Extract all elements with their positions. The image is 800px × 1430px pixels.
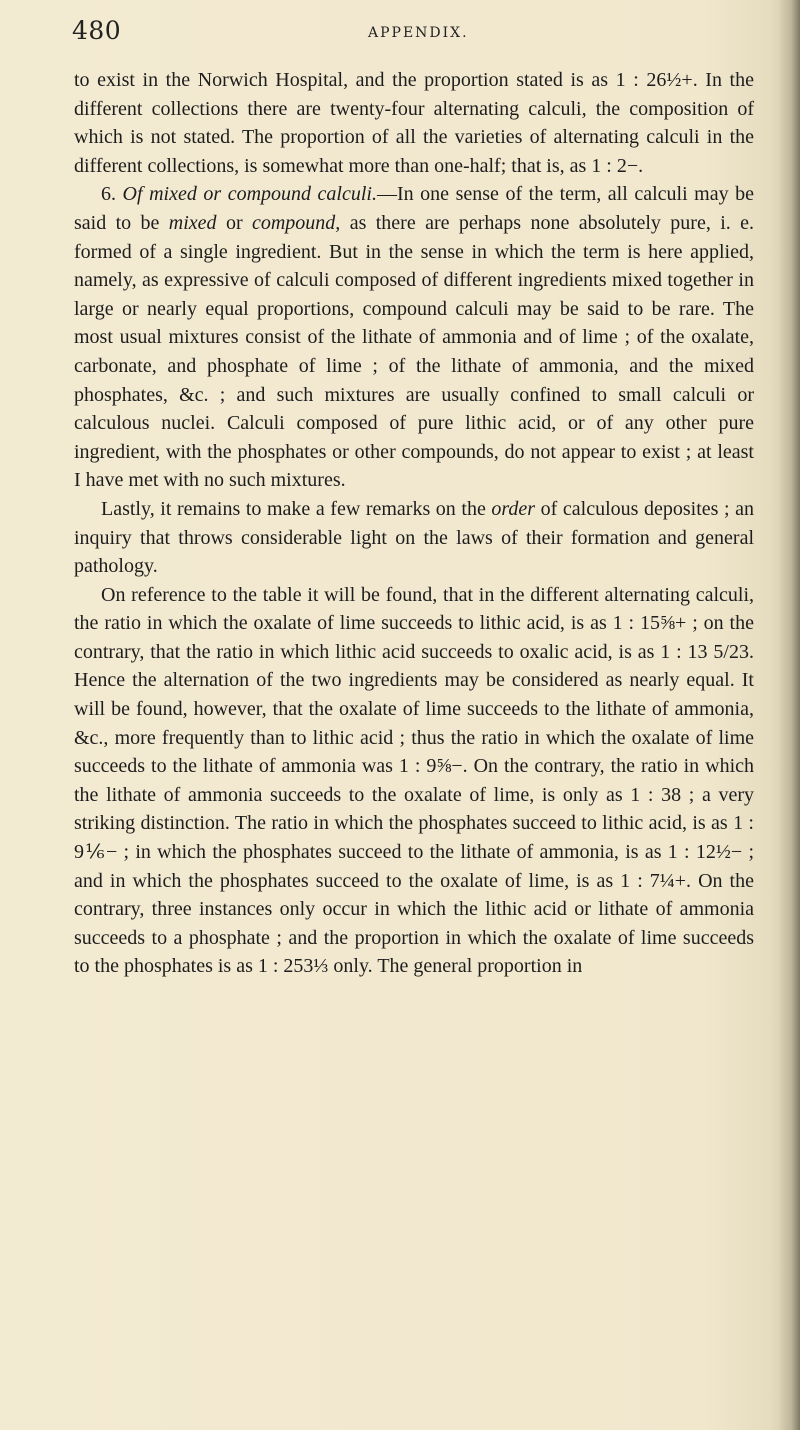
section-number: 6. [101,183,123,206]
page-edge-shadow [778,0,800,1430]
italic-term: mixed [168,211,217,234]
text-segment: or [216,211,252,234]
italic-term: order [491,497,536,520]
italic-term: compound, [251,211,341,234]
text-segment: —In one sense of the term, all calculi may be said to be [74,183,755,234]
paragraph-mixed-calculi [74,180,754,495]
body-text [74,66,754,981]
text-segment: On reference to the table it will be found, that in the different alternating calculi, the ratio in which the oxalate of lime succeeds to lithic acid, is as 1 : 15⅝+ ; on the contrary, that the ratio in which lithic acid succeeds to oxalic acid, is as 1 : 13 5/23. Hence the alternation of the two ingredients may be considered as nearly equal. It will be found, however, that the oxalate of lime succeeds to the lithate of ammonia, &c., more frequently than to lithic acid ; thus the ratio in which the oxalate of lime succeeds to the lithate of ammonia was 1 : 9⅝−. On the contrary, the ratio in which the lithate of ammonia succeeds to the oxalate of lime, is only as 1 : 38 ; a very striking distinction. The ratio in which the phosphates succeed to lithic acid, is as 1 : 9⅙− ; in which the phosphates succeed to the lithate of ammonia, is as 1 : 12½− ; and in which the phosphates succeed to the oxalate of lime, is as 1 : 7¼+. On the contrary, three instances only occur in which the lithic acid or lithate of ammonia succeeds to a phosphate ; and the proportion in which the oxalate of lime succeeds to the phosphates is as 1 : 253⅓ only. The general proportion in [74,583,754,978]
running-head: APPENDIX. [368,25,469,41]
paragraph-ratios [74,581,754,981]
paragraph-continuation [74,66,754,180]
text-segment: as there are perhaps none absolutely pure, i. e. formed of a single ingredient. But in the sense in which the term is here applied, namely, as expressive of calculi composed of different ingredients mixed together in large or nearly equal proportions, compound calculi may be said to be rare. The most usual mixtures consist of the lithate of ammonia and of lime ; of the oxalate, carbonate, and phosphate of lime ; of the lithate of ammonia, and the mixed phosphates, &c. ; and such mixtures are usually confined to small calculi or calculous nuclei. Calculi composed of pure lithic acid, or of any other pure ingredient, with the phosphates or other compounds, do not appear to exist ; at least I have met with no such mixtures. [74,211,755,492]
page-number: 480 [72,16,122,45]
paragraph-order [74,495,754,581]
text-segment: to exist in the Norwich Hospital, and the proportion stated is as 1 : 26½+. In the different collections there are twenty-four alternating calculi, the composition of which is not stated. The proportion of all the varieties of alternating calculi in the different collections, is somewhat more than one-half; that is, as 1 : 2−. [74,69,754,177]
page-header [72,16,752,56]
text-segment: Lastly, it remains to make a few remarks on the [101,497,492,520]
section-heading: Of mixed or compound calculi. [122,183,377,206]
text-segment: of calculous deposites ; an inquiry that throws considerable light on the laws of their formation and general pathology. [74,497,754,578]
